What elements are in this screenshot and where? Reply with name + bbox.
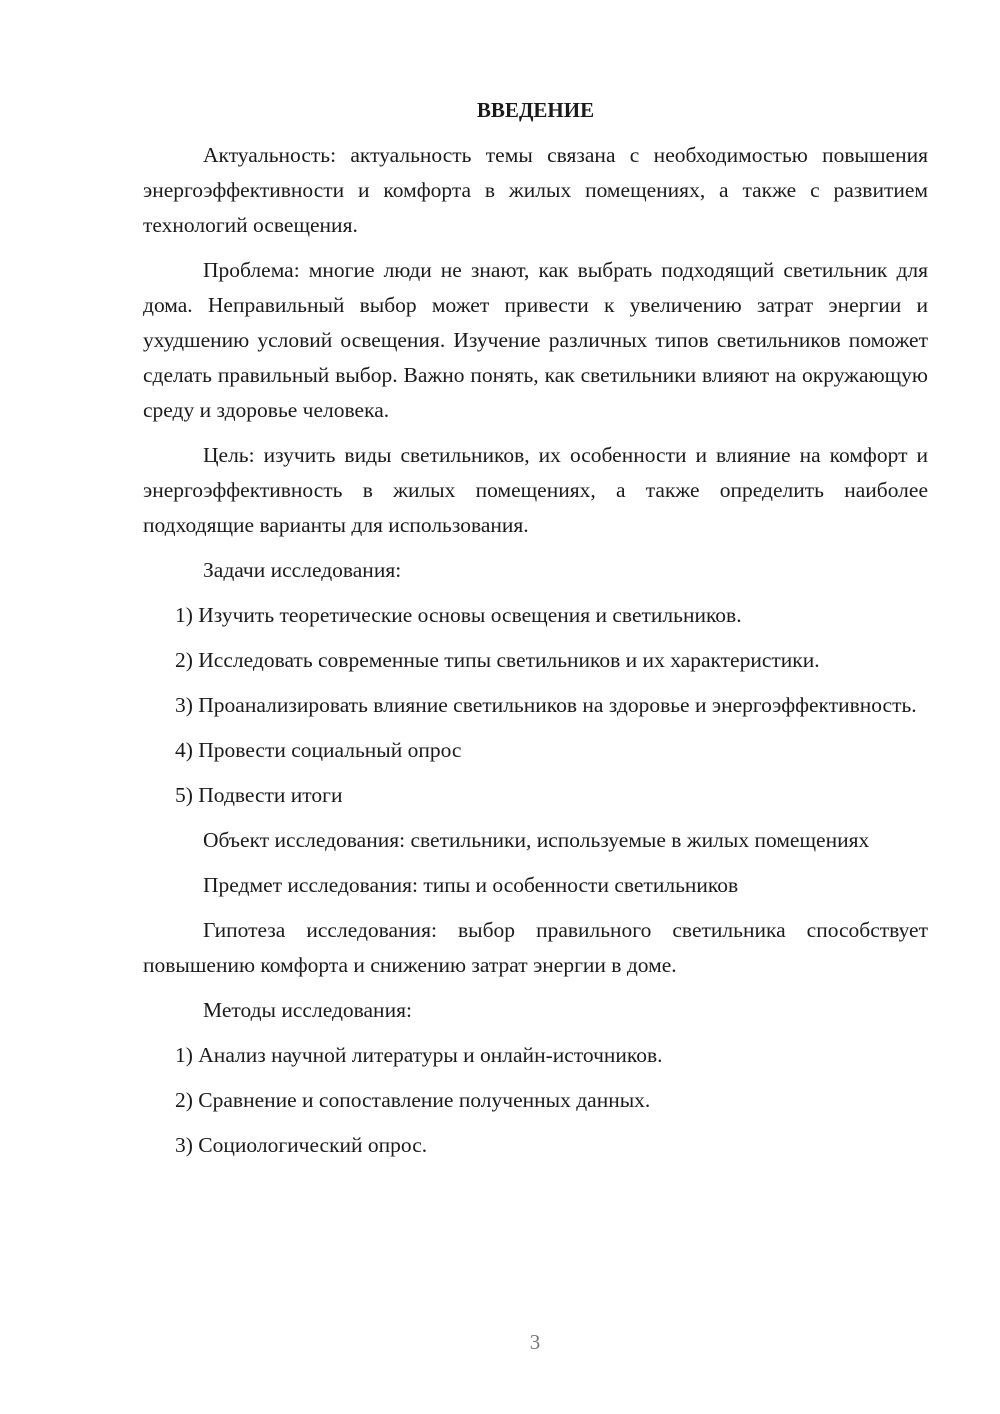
problem-paragraph: Проблема: многие люди не знают, как выбрать подходящий светильник для дома. Неправильный выбор может привести к увеличению затрат энергии и ухудшению условий освещения. Изучение различных типов светильников поможет сделать правильный выбор. Важно понять, как светильники влияют на окружающую среду и здоровье человека. [143, 258, 928, 422]
task-item-4: 4) Провести социальный опрос [175, 738, 462, 762]
document-page [143, 92, 928, 1173]
page-title: ВВЕДЕНИЕ [476, 98, 595, 122]
hypothesis-paragraph: Гипотеза исследования: выбор правильного светильника способствует повышению комфорта и снижению затрат энергии в доме. [143, 918, 928, 977]
method-item-3: 3) Социологический опрос. [175, 1133, 428, 1157]
subject-paragraph: Предмет исследования: типы и особенности светильников [203, 873, 739, 897]
task-item-1: 1) Изучить теоретические основы освещения и светильников. [175, 603, 742, 627]
methods-heading: Методы исследования: [203, 998, 412, 1022]
task-item-3: 3) Проанализировать влияние светильников на здоровье и энергоэффективность. [175, 693, 917, 717]
object-paragraph: Объект исследования: светильники, используемые в жилых помещениях [203, 828, 870, 852]
method-item-1: 1) Анализ научной литературы и онлайн-источников. [175, 1043, 663, 1067]
task-item-5: 5) Подвести итоги [175, 783, 343, 807]
tasks-heading: Задачи исследования: [203, 558, 402, 582]
method-item-2: 2) Сравнение и сопоставление полученных данных. [175, 1088, 651, 1112]
goal-paragraph: Цель: изучить виды светильников, их особенности и влияние на комфорт и энергоэффективность в жилых помещениях, а также определить наиболее подходящие варианты для использования. [143, 443, 928, 537]
task-item-2: 2) Исследовать современные типы светильников и их характеристики. [175, 648, 820, 672]
page-number: 3 [529, 1330, 541, 1354]
relevance-paragraph: Актуальность: актуальность темы связана с необходимостью повышения энергоэффективности и комфорта в жилых помещениях, а также с развитием технологий освещения. [143, 143, 928, 237]
